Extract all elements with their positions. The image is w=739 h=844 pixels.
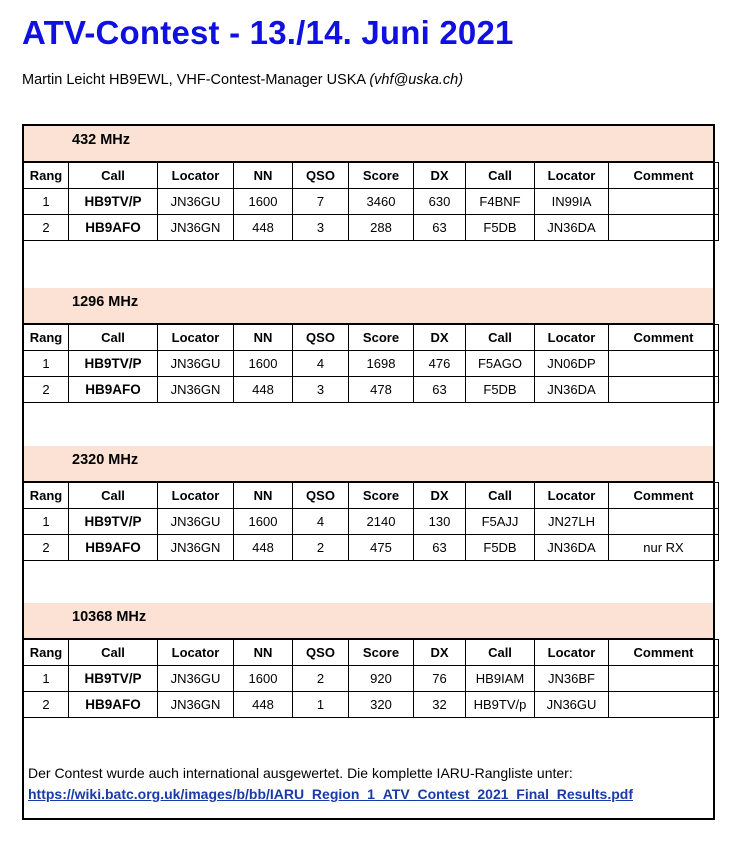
table-cell: 2 — [293, 666, 349, 692]
column-header: Locator — [158, 325, 234, 351]
table-cell: 288 — [349, 215, 414, 241]
table-header-row — [24, 483, 719, 509]
author-email: (vhf@uska.ch) — [369, 72, 464, 88]
table-cell: JN36GU — [158, 189, 234, 215]
call-cell: HB9TV/P — [69, 351, 158, 377]
table-cell: 1600 — [234, 666, 293, 692]
results-table — [23, 324, 719, 403]
call-cell: HB9TV/P — [69, 666, 158, 692]
column-header: Score — [349, 640, 414, 666]
table-cell — [609, 666, 719, 692]
author-line — [22, 72, 463, 88]
table-cell: 63 — [414, 535, 466, 561]
band-header — [24, 288, 713, 324]
table-row — [24, 509, 719, 535]
column-header: Rang — [24, 163, 69, 189]
table-cell: JN36DA — [535, 215, 609, 241]
table-cell: JN36GN — [158, 692, 234, 718]
call-cell: HB9AFO — [69, 692, 158, 718]
table-cell: 448 — [234, 535, 293, 561]
table-cell: 448 — [234, 692, 293, 718]
band-frequency: 1296 MHz — [72, 294, 139, 310]
column-header: Call — [466, 163, 535, 189]
table-cell: 3460 — [349, 189, 414, 215]
table-cell: JN36DA — [535, 535, 609, 561]
table-cell: 63 — [414, 215, 466, 241]
column-header: Locator — [158, 483, 234, 509]
call-cell: HB9AFO — [69, 215, 158, 241]
table-cell: 630 — [414, 189, 466, 215]
column-header: NN — [234, 325, 293, 351]
table-cell: 920 — [349, 666, 414, 692]
table-cell: 1 — [24, 509, 69, 535]
table-header-row — [24, 640, 719, 666]
column-header: Comment — [609, 483, 719, 509]
table-cell: JN36DA — [535, 377, 609, 403]
call-cell: HB9AFO — [69, 377, 158, 403]
column-header: DX — [414, 640, 466, 666]
table-row — [24, 189, 719, 215]
table-cell: 1 — [293, 692, 349, 718]
table-cell: 2 — [24, 692, 69, 718]
column-header: Score — [349, 483, 414, 509]
column-header: Locator — [535, 483, 609, 509]
table-cell — [609, 215, 719, 241]
table-cell: JN36GU — [535, 692, 609, 718]
table-cell: 448 — [234, 215, 293, 241]
table-cell: JN36GN — [158, 215, 234, 241]
table-cell: JN36GN — [158, 377, 234, 403]
column-header: DX — [414, 325, 466, 351]
table-cell — [609, 189, 719, 215]
table-cell: 1 — [24, 351, 69, 377]
table-cell: F5DB — [466, 535, 535, 561]
table-cell: 63 — [414, 377, 466, 403]
table-cell: 2 — [293, 535, 349, 561]
table-row — [24, 666, 719, 692]
call-cell: HB9AFO — [69, 535, 158, 561]
table-cell: JN27LH — [535, 509, 609, 535]
band-frequency: 2320 MHz — [72, 452, 139, 468]
table-cell: 1600 — [234, 351, 293, 377]
table-cell — [609, 377, 719, 403]
table-row — [24, 535, 719, 561]
band-header — [24, 446, 713, 482]
results-link[interactable]: https://wiki.batc.org.uk/images/b/bb/IARU_Region_1_ATV_Contest_2021_Final_Results.pdf — [28, 786, 633, 802]
table-cell: HB9IAM — [466, 666, 535, 692]
column-header: Call — [69, 640, 158, 666]
page-title: ATV-Contest - 13./14. Juni 2021 — [22, 14, 514, 51]
table-cell: JN36GU — [158, 666, 234, 692]
table-cell: JN06DP — [535, 351, 609, 377]
column-header: Score — [349, 163, 414, 189]
footer — [28, 763, 633, 805]
column-header: NN — [234, 640, 293, 666]
table-cell: 32 — [414, 692, 466, 718]
table-cell: F5DB — [466, 215, 535, 241]
table-cell: 130 — [414, 509, 466, 535]
table-cell: 7 — [293, 189, 349, 215]
column-header: QSO — [293, 640, 349, 666]
results-table — [23, 482, 719, 561]
table-cell: 475 — [349, 535, 414, 561]
column-header: Score — [349, 325, 414, 351]
band-frequency: 10368 MHz — [72, 609, 147, 625]
column-header: Comment — [609, 163, 719, 189]
column-header: Call — [466, 483, 535, 509]
table-cell — [609, 509, 719, 535]
column-header: Rang — [24, 640, 69, 666]
call-cell: HB9TV/P — [69, 189, 158, 215]
column-header: QSO — [293, 163, 349, 189]
table-cell: 448 — [234, 377, 293, 403]
table-cell: HB9TV/p — [466, 692, 535, 718]
table-row — [24, 215, 719, 241]
column-header: Call — [69, 483, 158, 509]
table-header-row — [24, 325, 719, 351]
table-cell: 476 — [414, 351, 466, 377]
table-cell: JN36GN — [158, 535, 234, 561]
table-cell: nur RX — [609, 535, 719, 561]
column-header: Comment — [609, 325, 719, 351]
call-cell: HB9TV/P — [69, 509, 158, 535]
table-cell: 4 — [293, 509, 349, 535]
table-cell: JN36GU — [158, 509, 234, 535]
table-cell — [609, 692, 719, 718]
table-cell: F4BNF — [466, 189, 535, 215]
table-row — [24, 377, 719, 403]
column-header: DX — [414, 163, 466, 189]
table-row — [24, 351, 719, 377]
table-cell: JN36GU — [158, 351, 234, 377]
table-cell: 2 — [24, 535, 69, 561]
table-cell: F5DB — [466, 377, 535, 403]
column-header: DX — [414, 483, 466, 509]
column-header: Comment — [609, 640, 719, 666]
band-header — [24, 603, 713, 639]
results-table — [23, 162, 719, 241]
table-cell: 2 — [24, 215, 69, 241]
column-header: Locator — [535, 640, 609, 666]
column-header: Locator — [535, 163, 609, 189]
table-cell: 3 — [293, 215, 349, 241]
table-cell: 3 — [293, 377, 349, 403]
table-cell: 1698 — [349, 351, 414, 377]
results-table — [23, 639, 719, 718]
table-row — [24, 692, 719, 718]
table-cell: F5AJJ — [466, 509, 535, 535]
column-header: Call — [466, 325, 535, 351]
author-text: Martin Leicht HB9EWL, VHF-Contest-Manager USKA — [22, 72, 366, 88]
band-header — [24, 126, 713, 162]
column-header: Locator — [158, 163, 234, 189]
column-header: Call — [69, 163, 158, 189]
table-cell — [609, 351, 719, 377]
footer-text: Der Contest wurde auch international ausgewertet. Die komplette IARU-Rangliste unter: — [28, 765, 573, 781]
column-header: Call — [466, 640, 535, 666]
column-header: Locator — [158, 640, 234, 666]
column-header: Rang — [24, 483, 69, 509]
results-frame — [22, 124, 715, 820]
table-cell: 2 — [24, 377, 69, 403]
column-header: QSO — [293, 483, 349, 509]
column-header: QSO — [293, 325, 349, 351]
table-cell: 76 — [414, 666, 466, 692]
column-header: Rang — [24, 325, 69, 351]
table-cell: JN36BF — [535, 666, 609, 692]
column-header: Call — [69, 325, 158, 351]
table-cell: 478 — [349, 377, 414, 403]
column-header: NN — [234, 163, 293, 189]
band-frequency: 432 MHz — [72, 132, 131, 148]
column-header: Locator — [535, 325, 609, 351]
table-cell: F5AGO — [466, 351, 535, 377]
table-cell: 2140 — [349, 509, 414, 535]
table-cell: 1 — [24, 189, 69, 215]
table-cell: 4 — [293, 351, 349, 377]
table-cell: 320 — [349, 692, 414, 718]
table-header-row — [24, 163, 719, 189]
table-cell: 1 — [24, 666, 69, 692]
column-header: NN — [234, 483, 293, 509]
table-cell: 1600 — [234, 509, 293, 535]
table-cell: IN99IA — [535, 189, 609, 215]
table-cell: 1600 — [234, 189, 293, 215]
